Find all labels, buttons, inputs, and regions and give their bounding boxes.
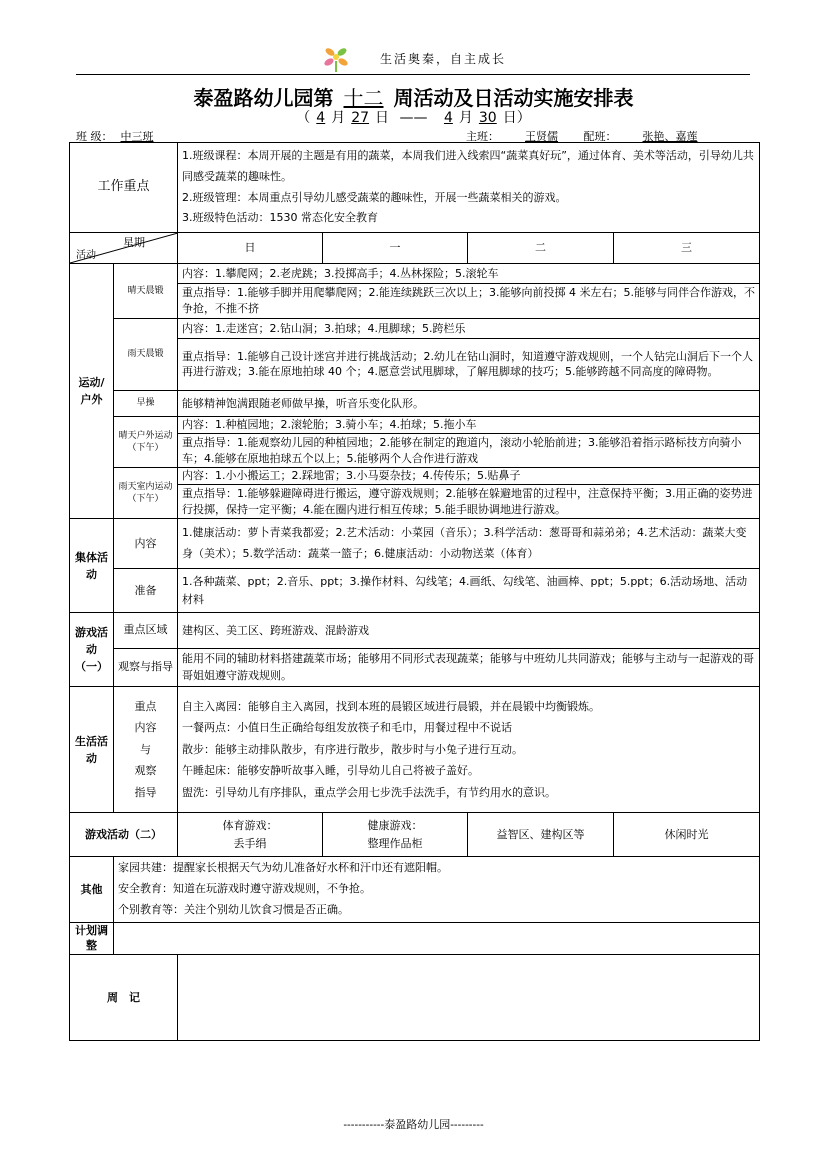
table-row (70, 649, 760, 687)
group-prep: 1.各种蔬菜、ppt；2.音乐、ppt；3.操作材料、勾线笔；4.画纸、勾线笔、油画棒、ppt；5.ppt；6.活动场地、活动材料 (178, 569, 760, 613)
sunny-morning-content: 内容：1.攀爬网；2.老虎跳；3.投掷高手；4.丛林探险；5.滚轮车 (178, 264, 760, 284)
game-one-observe-label: 观察与指导 (114, 649, 178, 687)
start-month: 4 (316, 110, 326, 126)
game-two-health-label: 健康游戏： (367, 819, 423, 833)
plan-adjust-content (114, 923, 760, 955)
slogan: 生活奥秦，自主成长 (380, 52, 507, 66)
game-one-observe: 能用不同的辅助材料搭建蔬菜市场；能够用不同形式表现蔬菜；能够与中班幼儿共同游戏；能够与主动与一起游戏的哥哥姐姐遵守游戏规则。 (178, 649, 760, 687)
end-month: 4 (443, 110, 453, 126)
table-row (70, 687, 760, 813)
game-two-sport (178, 813, 323, 857)
life-label: 生活活动 (70, 687, 114, 813)
game-one-area: 建构区、美工区、跨班游戏、混龄游戏 (178, 613, 760, 649)
table-row (70, 813, 760, 857)
sunny-morning-label: 晴天晨锻 (114, 264, 178, 319)
weekday-corner-bottom: 活动 (76, 249, 96, 261)
work-focus-line: 3.班级特色活动：1530 常态化安全教育 (182, 211, 379, 225)
day-char: 日） (502, 110, 531, 126)
table-row (70, 390, 760, 416)
assistant-label: 配班： (583, 130, 617, 143)
life-sub-label-line: 重点 (134, 700, 157, 714)
table-row (70, 857, 760, 923)
game-two-sport-value: 丢手绢 (233, 836, 267, 850)
group-content-label: 内容 (114, 519, 178, 569)
plan-adjust-label: 计划调整 (70, 923, 114, 955)
weekday-corner-cell (70, 233, 178, 264)
class-label: 班 级： (76, 130, 113, 143)
list-item: 自主入离园：能够自主入离园，找到本班的晨锻区域进行晨锻，并在晨锻中均衡锻炼。 (182, 700, 601, 714)
class-value: 中三班 (120, 130, 154, 143)
table-row (70, 569, 760, 613)
game-two-health-value: 整理作品柜 (367, 836, 423, 850)
game-one-label: 游戏活动（一） (70, 613, 114, 687)
table-row (70, 416, 760, 433)
life-content (178, 687, 760, 813)
weekly-note-content (178, 955, 760, 1041)
game-one-area-label: 重点区域 (114, 613, 178, 649)
week-number: 十二 (343, 86, 384, 110)
date-range (0, 107, 827, 127)
list-item: 散步：能够主动排队散步，有序进行散步，散步时与小兔子进行互动。 (182, 742, 524, 756)
work-focus-line: 1.班级课程：本周开展的主题是有用的蔬菜，本周我们进入线索四“蔬菜真好玩”，通过体育、美术等活动，引导幼儿共同感受蔬菜的趣味性。 (182, 148, 754, 183)
game-two-sport-label: 体育游戏： (222, 819, 278, 833)
game-two-health (323, 813, 468, 857)
table-row (70, 468, 760, 485)
work-focus-row (70, 143, 760, 233)
header-divider (76, 74, 750, 75)
table-row (70, 923, 760, 955)
page-footer: -----------泰盈路幼儿园--------- (343, 1118, 484, 1131)
sunny-morning-guide: 重点指导：1.能够手脚并用爬攀爬网；2.能连续跳跃三次以上；3.能够向前投掷 4 米左右；5.能够与同伴合作游戏，不争抢，不推不挤 (178, 284, 760, 319)
day-char: 日 (375, 110, 390, 126)
outdoor-label: 运动/户外 (70, 264, 114, 519)
game-two-area: 益智区、建构区等 (468, 813, 614, 857)
group-activity-label: 集体活动 (70, 519, 114, 613)
table-row (70, 264, 760, 284)
list-item: 个别教育等：关注个别幼儿饮食习惯是否正确。 (118, 903, 349, 917)
other-label: 其他 (70, 857, 114, 923)
weekday-corner-top: 星期 (123, 236, 146, 249)
group-prep-label: 准备 (114, 569, 178, 613)
game-two-leisure: 休闲时光 (614, 813, 760, 857)
assistant-value: 张艳、嘉莲 (642, 130, 698, 143)
rainy-morning-content: 内容：1.走迷宫；2.钻山洞；3.拍球；4.甩脚球；5.跨栏乐 (178, 318, 760, 338)
list-item: 盥洗：引导幼儿有序排队，重点学会用七步洗手法洗手，有节约用水的意识。 (182, 785, 557, 799)
table-row (70, 955, 760, 1041)
work-focus-label: 工作重点 (70, 143, 178, 233)
work-focus-line: 2.班级管理：本周重点引导幼儿感受蔬菜的趣味性，开展一些蔬菜相关的游戏。 (182, 190, 567, 204)
table-row (70, 613, 760, 649)
sunny-afternoon-guide: 重点指导：1.能观察幼儿园的种植园地；2.能够在制定的跑道内，滚动小轮胎前进；3.能够沿着指示路标技方向骑小车；4.能够在原地拍球五个以上；5.能够两个人合作进行游戏 (178, 434, 760, 468)
sunny-afternoon-content: 内容：1.种植园地；2.滚轮胎；3.骑小车；4.拍球；5.拖小车 (178, 416, 760, 433)
month-char: 月 (458, 110, 473, 126)
life-sub-label-line: 指导 (134, 785, 157, 799)
title-prefix: 泰盈路幼儿园第 (193, 86, 334, 110)
kindergarten-logo-icon (318, 44, 354, 74)
life-sub-label-line: 与 (140, 742, 151, 756)
rainy-afternoon-guide: 重点指导：1.能够躲避障碍进行搬运，遵守游戏规则；2.能够在躲避地雷的过程中，注意保持平衡；3.用正确的姿势进行投掷，保持一定平衡；4.能在圈内进行相互传球；5.能手眼协调地进行游戏。 (178, 485, 760, 519)
start-day: 27 (351, 110, 370, 126)
date-separator: —— (399, 110, 428, 126)
weekday-header-row (70, 233, 760, 264)
life-sub-label (114, 687, 178, 813)
game-two-label: 游戏活动（二） (70, 813, 178, 857)
exercise-label: 早操 (114, 390, 178, 416)
sunny-afternoon-label: 晴天户外运动（下午） (114, 416, 178, 467)
title-suffix: 周活动及日活动实施安排表 (393, 86, 634, 110)
life-sub-label-line: 内容 (134, 721, 157, 735)
exercise-content: 能够精神饱满跟随老师做早操，听音乐变化队形。 (178, 390, 760, 416)
head-teacher-value: 王贤儒 (525, 130, 558, 143)
weekday-cell: 二 (468, 233, 614, 264)
list-item: 午睡起床：能够安静听故事入睡，引导幼儿自己将被子盖好。 (182, 764, 480, 778)
rainy-afternoon-label: 雨天室内运动（下午） (114, 468, 178, 519)
rainy-afternoon-content: 内容：1.小小搬运工；2.踩地雷；3.小马耍杂技；4.传传乐；5.贴鼻子 (178, 468, 760, 485)
weekday-cell: 日 (178, 233, 323, 264)
month-char: 月 (331, 110, 346, 126)
table-row (70, 519, 760, 569)
list-item: 安全教育：知道在玩游戏时遵守游戏规则，不争抢。 (118, 882, 371, 896)
life-sub-label-line: 观察 (134, 764, 157, 778)
list-item: 家园共建：提醒家长根据天气为幼儿准备好水杯和汗巾还有遮阳帽。 (118, 861, 448, 875)
rainy-morning-label: 雨天晨锻 (114, 318, 178, 390)
other-content (114, 857, 760, 923)
group-content: 1.健康活动：萝卜青菜我都爱；2.艺术活动：小菜园（音乐）；3.科学活动：葱哥哥和蒜弟弟；4.艺术活动：蔬菜大变身（美术）；5.数学活动：蔬菜一篮子；6.健康活动：小动物送菜（体育） (178, 519, 760, 569)
table-row (70, 318, 760, 338)
rainy-morning-guide: 重点指导：1.能够自己设计迷宫并进行挑战活动；2.幼儿在钻山洞时，知道遵守游戏规则，一个人钻完山洞后下一个人再进行游戏；3.能在原地拍球 40 个；4.愿意尝试甩脚球，了解甩脚球的技巧；5.能够跨越不同高度的障碍物。 (178, 338, 760, 390)
weekday-cell: 三 (614, 233, 760, 264)
list-item: 一餐两点：小值日生正确给每组发放筷子和毛巾，用餐过程中不说话 (182, 721, 513, 735)
date-open: （ (296, 110, 311, 126)
work-focus-content (178, 143, 760, 233)
schedule-table (69, 142, 760, 1041)
weekly-note-label: 周 记 (70, 955, 178, 1041)
end-day: 30 (478, 110, 497, 126)
head-teacher-label: 主班： (466, 130, 499, 143)
weekday-cell: 一 (323, 233, 468, 264)
